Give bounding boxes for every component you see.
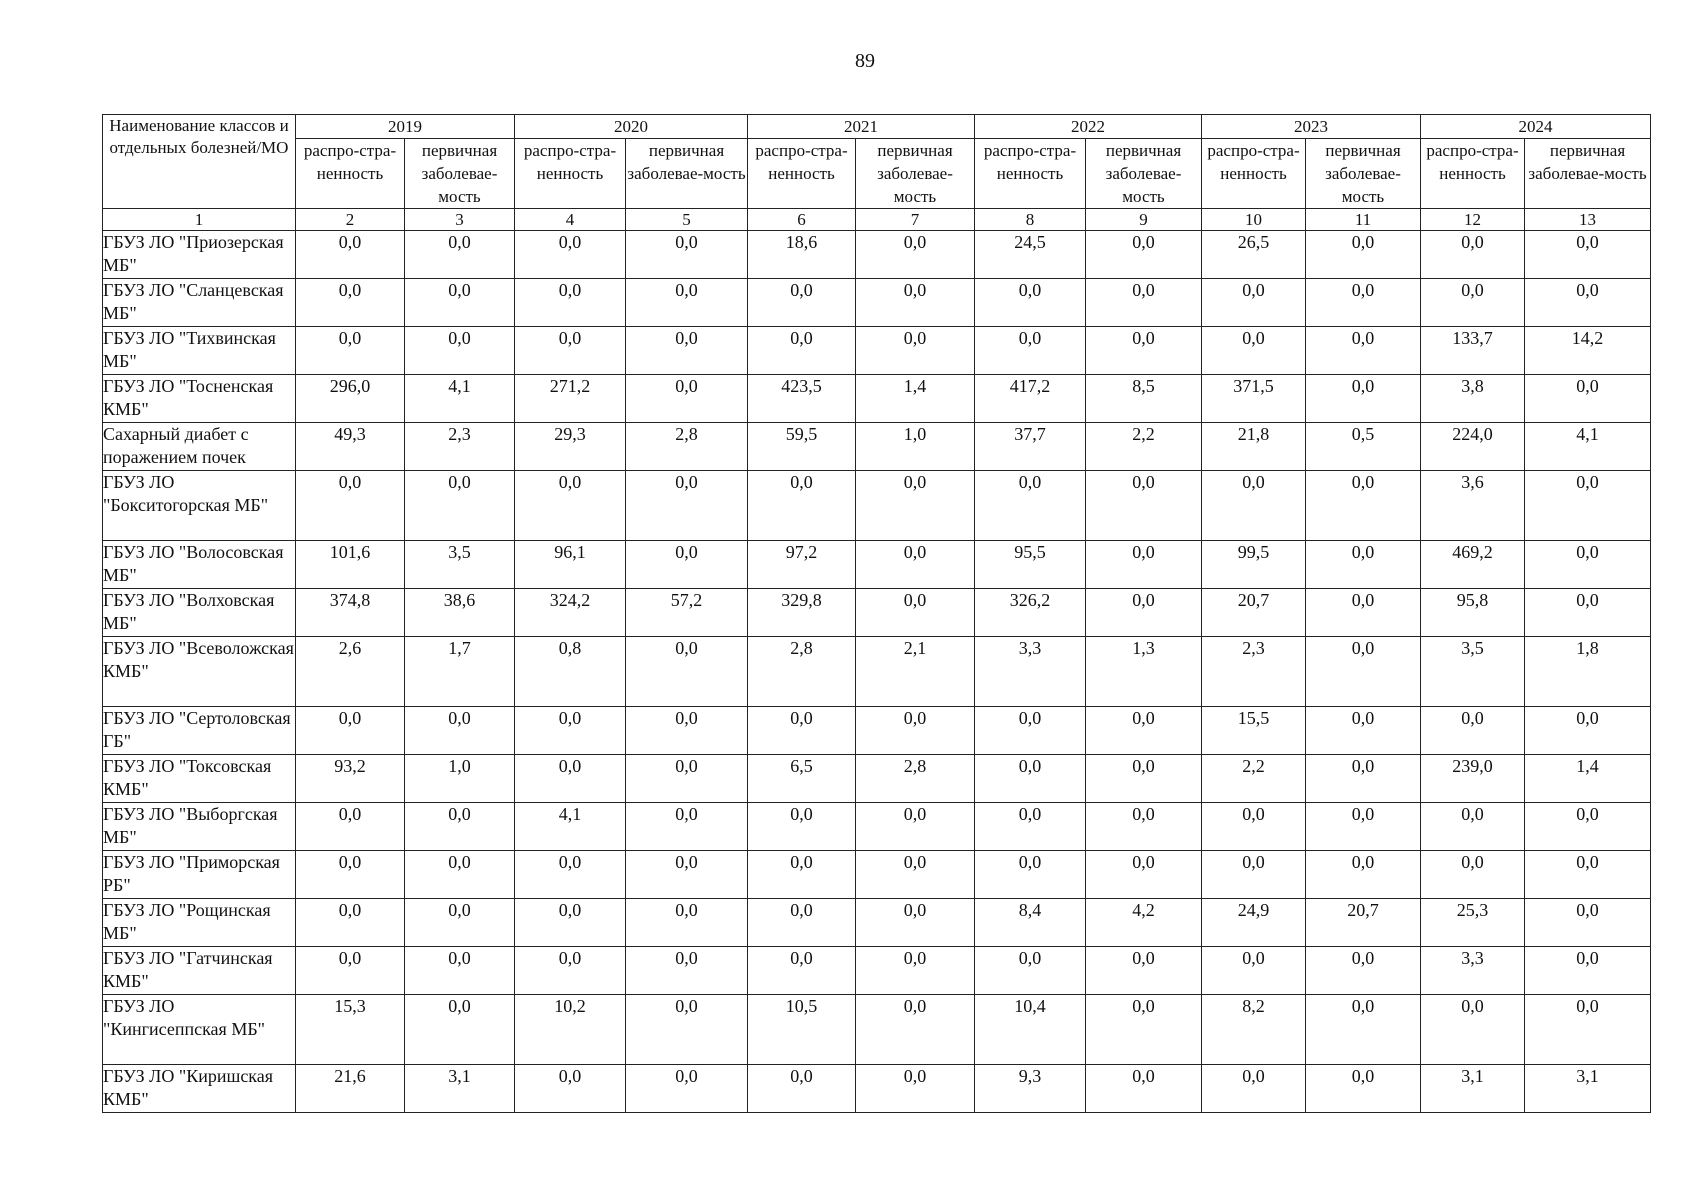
table-row	[103, 231, 1651, 279]
table-row	[103, 375, 1651, 423]
value-cell: 95,5	[975, 541, 1086, 589]
value-cell: 1,0	[405, 755, 515, 803]
morbidity-table	[102, 114, 1651, 1113]
column-number: 3	[405, 209, 515, 231]
value-cell: 0,0	[405, 899, 515, 947]
value-cell: 21,8	[1202, 423, 1306, 471]
value-cell: 0,0	[1306, 947, 1421, 995]
value-cell: 0,0	[1525, 947, 1651, 995]
table-row	[103, 541, 1651, 589]
value-cell: 0,0	[856, 279, 975, 327]
value-cell: 0,0	[626, 899, 748, 947]
value-cell: 0,0	[626, 541, 748, 589]
column-number: 12	[1421, 209, 1525, 231]
value-cell: 3,1	[405, 1065, 515, 1113]
value-cell: 0,0	[1525, 471, 1651, 541]
value-cell: 0,0	[405, 947, 515, 995]
value-cell: 0,0	[975, 947, 1086, 995]
value-cell: 0,0	[856, 589, 975, 637]
value-cell: 0,0	[975, 707, 1086, 755]
prevalence-header: распро-стра-ненность	[296, 139, 405, 209]
value-cell: 0,0	[296, 899, 405, 947]
value-cell: 2,3	[1202, 637, 1306, 707]
column-number: 11	[1306, 209, 1421, 231]
value-cell: 326,2	[975, 589, 1086, 637]
row-name-cell: ГБУЗ ЛО "Гатчинская КМБ"	[103, 947, 296, 995]
value-cell: 0,0	[1421, 995, 1525, 1065]
value-cell: 1,8	[1525, 637, 1651, 707]
value-cell: 0,0	[405, 471, 515, 541]
year-header: 2024	[1421, 115, 1651, 139]
value-cell: 1,3	[1086, 637, 1202, 707]
value-cell: 0,0	[1306, 1065, 1421, 1113]
value-cell: 0,0	[1086, 589, 1202, 637]
value-cell: 0,0	[1202, 947, 1306, 995]
value-cell: 0,0	[1202, 279, 1306, 327]
incidence-header: первичная заболевае-мость	[626, 139, 748, 209]
value-cell: 25,3	[1421, 899, 1525, 947]
value-cell: 24,5	[975, 231, 1086, 279]
value-cell: 0,0	[1086, 947, 1202, 995]
value-cell: 0,0	[1525, 899, 1651, 947]
incidence-header: первичная заболевае-мость	[1525, 139, 1651, 209]
value-cell: 2,6	[296, 637, 405, 707]
table-row	[103, 707, 1651, 755]
value-cell: 8,5	[1086, 375, 1202, 423]
value-cell: 0,0	[1525, 707, 1651, 755]
value-cell: 0,0	[515, 231, 626, 279]
column-number: 7	[856, 209, 975, 231]
value-cell: 0,0	[1306, 755, 1421, 803]
value-cell: 0,0	[1421, 279, 1525, 327]
table-row	[103, 637, 1651, 707]
value-cell: 224,0	[1421, 423, 1525, 471]
value-cell: 0,0	[1306, 637, 1421, 707]
year-header: 2019	[296, 115, 515, 139]
value-cell: 10,5	[748, 995, 856, 1065]
value-cell: 3,5	[1421, 637, 1525, 707]
value-cell: 0,0	[1202, 471, 1306, 541]
value-cell: 0,0	[405, 279, 515, 327]
value-cell: 0,0	[626, 279, 748, 327]
value-cell: 0,0	[626, 1065, 748, 1113]
value-cell: 0,0	[1306, 707, 1421, 755]
value-cell: 97,2	[748, 541, 856, 589]
value-cell: 0,0	[1525, 231, 1651, 279]
value-cell: 0,0	[1202, 1065, 1306, 1113]
value-cell: 133,7	[1421, 327, 1525, 375]
value-cell: 0,0	[748, 327, 856, 375]
value-cell: 0,8	[515, 637, 626, 707]
value-cell: 0,0	[515, 947, 626, 995]
value-cell: 0,0	[405, 803, 515, 851]
year-header: 2022	[975, 115, 1202, 139]
value-cell: 0,0	[1525, 995, 1651, 1065]
value-cell: 20,7	[1306, 899, 1421, 947]
value-cell: 2,3	[405, 423, 515, 471]
value-cell: 0,0	[296, 947, 405, 995]
value-cell: 96,1	[515, 541, 626, 589]
value-cell: 3,5	[405, 541, 515, 589]
value-cell: 3,3	[975, 637, 1086, 707]
value-cell: 2,2	[1202, 755, 1306, 803]
value-cell: 0,5	[1306, 423, 1421, 471]
value-cell: 0,0	[1202, 803, 1306, 851]
incidence-header: первичная заболевае-мость	[405, 139, 515, 209]
value-cell: 0,0	[626, 851, 748, 899]
value-cell: 0,0	[856, 803, 975, 851]
value-cell: 469,2	[1421, 541, 1525, 589]
value-cell: 0,0	[1086, 995, 1202, 1065]
value-cell: 271,2	[515, 375, 626, 423]
incidence-header: первичная заболевае-мость	[1306, 139, 1421, 209]
value-cell: 0,0	[975, 327, 1086, 375]
row-name-cell: ГБУЗ ЛО "Бокситогорская МБ"	[103, 471, 296, 541]
value-cell: 0,0	[1086, 755, 1202, 803]
prevalence-header: распро-стра-ненность	[1202, 139, 1306, 209]
value-cell: 95,8	[1421, 589, 1525, 637]
value-cell: 0,0	[626, 231, 748, 279]
value-cell: 0,0	[1525, 375, 1651, 423]
value-cell: 8,2	[1202, 995, 1306, 1065]
value-cell: 0,0	[1086, 279, 1202, 327]
value-cell: 329,8	[748, 589, 856, 637]
table-row	[103, 899, 1651, 947]
row-name-cell: ГБУЗ ЛО "Тихвинская МБ"	[103, 327, 296, 375]
value-cell: 59,5	[748, 423, 856, 471]
value-cell: 20,7	[1202, 589, 1306, 637]
value-cell: 4,2	[1086, 899, 1202, 947]
column-number: 9	[1086, 209, 1202, 231]
value-cell: 6,5	[748, 755, 856, 803]
value-cell: 0,0	[1086, 471, 1202, 541]
column-number: 2	[296, 209, 405, 231]
value-cell: 0,0	[1306, 995, 1421, 1065]
row-name-cell: ГБУЗ ЛО "Волосовская МБ"	[103, 541, 296, 589]
value-cell: 374,8	[296, 589, 405, 637]
value-cell: 0,0	[296, 471, 405, 541]
value-cell: 37,7	[975, 423, 1086, 471]
value-cell: 0,0	[1421, 851, 1525, 899]
value-cell: 4,1	[515, 803, 626, 851]
value-cell: 0,0	[975, 471, 1086, 541]
value-cell: 93,2	[296, 755, 405, 803]
value-cell: 324,2	[515, 589, 626, 637]
value-cell: 0,0	[856, 995, 975, 1065]
value-cell: 3,3	[1421, 947, 1525, 995]
column-number: 13	[1525, 209, 1651, 231]
value-cell: 21,6	[296, 1065, 405, 1113]
value-cell: 0,0	[626, 327, 748, 375]
value-cell: 0,0	[975, 279, 1086, 327]
value-cell: 0,0	[1525, 279, 1651, 327]
value-cell: 0,0	[1421, 707, 1525, 755]
row-name-cell: ГБУЗ ЛО "Приозерская МБ"	[103, 231, 296, 279]
value-cell: 2,8	[626, 423, 748, 471]
table-row	[103, 423, 1651, 471]
value-cell: 0,0	[975, 803, 1086, 851]
value-cell: 0,0	[856, 899, 975, 947]
value-cell: 0,0	[405, 707, 515, 755]
value-cell: 0,0	[1525, 851, 1651, 899]
value-cell: 0,0	[296, 707, 405, 755]
prevalence-header: распро-стра-ненность	[748, 139, 856, 209]
value-cell: 0,0	[515, 707, 626, 755]
table-row	[103, 755, 1651, 803]
value-cell: 0,0	[856, 707, 975, 755]
value-cell: 0,0	[296, 231, 405, 279]
value-cell: 0,0	[1086, 541, 1202, 589]
value-cell: 57,2	[626, 589, 748, 637]
value-cell: 0,0	[748, 899, 856, 947]
value-cell: 99,5	[1202, 541, 1306, 589]
value-cell: 0,0	[1086, 231, 1202, 279]
value-cell: 0,0	[748, 851, 856, 899]
row-name-cell: ГБУЗ ЛО "Приморская РБ"	[103, 851, 296, 899]
value-cell: 101,6	[296, 541, 405, 589]
row-name-cell: ГБУЗ ЛО "Сланцевская МБ"	[103, 279, 296, 327]
column-number: 10	[1202, 209, 1306, 231]
value-cell: 1,4	[856, 375, 975, 423]
value-cell: 371,5	[1202, 375, 1306, 423]
row-name-cell: ГБУЗ ЛО "Сертоловская ГБ"	[103, 707, 296, 755]
value-cell: 26,5	[1202, 231, 1306, 279]
value-cell: 0,0	[1086, 707, 1202, 755]
value-cell: 0,0	[748, 707, 856, 755]
value-cell: 0,0	[1525, 589, 1651, 637]
value-cell: 0,0	[1086, 327, 1202, 375]
value-cell: 0,0	[856, 327, 975, 375]
table-row	[103, 995, 1651, 1065]
prevalence-header: распро-стра-ненность	[975, 139, 1086, 209]
value-cell: 3,8	[1421, 375, 1525, 423]
incidence-header: первичная заболевае-мость	[1086, 139, 1202, 209]
value-cell: 0,0	[296, 803, 405, 851]
subheader-row	[103, 139, 1651, 209]
value-cell: 0,0	[626, 471, 748, 541]
value-cell: 10,4	[975, 995, 1086, 1065]
value-cell: 239,0	[1421, 755, 1525, 803]
value-cell: 2,1	[856, 637, 975, 707]
value-cell: 29,3	[515, 423, 626, 471]
value-cell: 9,3	[975, 1065, 1086, 1113]
year-header-row	[103, 115, 1651, 139]
table-row	[103, 851, 1651, 899]
value-cell: 1,4	[1525, 755, 1651, 803]
row-name-cell: ГБУЗ ЛО "Кингисеппская МБ"	[103, 995, 296, 1065]
row-name-cell: ГБУЗ ЛО "Киришская КМБ"	[103, 1065, 296, 1113]
value-cell: 0,0	[975, 755, 1086, 803]
value-cell: 3,6	[1421, 471, 1525, 541]
row-name-cell: ГБУЗ ЛО "Рощинская МБ"	[103, 899, 296, 947]
value-cell: 0,0	[975, 851, 1086, 899]
value-cell: 0,0	[1306, 375, 1421, 423]
value-cell: 0,0	[748, 803, 856, 851]
value-cell: 0,0	[405, 231, 515, 279]
table-row	[103, 589, 1651, 637]
value-cell: 14,2	[1525, 327, 1651, 375]
value-cell: 0,0	[748, 1065, 856, 1113]
value-cell: 0,0	[626, 755, 748, 803]
value-cell: 0,0	[856, 231, 975, 279]
value-cell: 49,3	[296, 423, 405, 471]
column-number: 6	[748, 209, 856, 231]
value-cell: 0,0	[296, 327, 405, 375]
value-cell: 0,0	[748, 947, 856, 995]
value-cell: 4,1	[405, 375, 515, 423]
value-cell: 0,0	[626, 375, 748, 423]
row-name-cell: Сахарный диабет с поражением почек	[103, 423, 296, 471]
value-cell: 0,0	[296, 851, 405, 899]
value-cell: 1,0	[856, 423, 975, 471]
row-name-cell: ГБУЗ ЛО "Тосненская КМБ"	[103, 375, 296, 423]
value-cell: 15,5	[1202, 707, 1306, 755]
prevalence-header: распро-стра-ненность	[515, 139, 626, 209]
value-cell: 296,0	[296, 375, 405, 423]
value-cell: 0,0	[1306, 803, 1421, 851]
value-cell: 0,0	[856, 1065, 975, 1113]
value-cell: 2,2	[1086, 423, 1202, 471]
year-header: 2023	[1202, 115, 1421, 139]
value-cell: 0,0	[1525, 803, 1651, 851]
column-number-row	[103, 209, 1651, 231]
value-cell: 0,0	[856, 851, 975, 899]
value-cell: 0,0	[856, 947, 975, 995]
value-cell: 423,5	[748, 375, 856, 423]
value-cell: 0,0	[1306, 589, 1421, 637]
value-cell: 3,1	[1525, 1065, 1651, 1113]
value-cell: 0,0	[1202, 327, 1306, 375]
value-cell: 3,1	[1421, 1065, 1525, 1113]
column-number: 1	[103, 209, 296, 231]
value-cell: 0,0	[296, 279, 405, 327]
value-cell: 0,0	[1306, 851, 1421, 899]
value-cell: 0,0	[626, 707, 748, 755]
page-number: 89	[855, 50, 875, 72]
value-cell: 0,0	[405, 851, 515, 899]
value-cell: 1,7	[405, 637, 515, 707]
value-cell: 0,0	[856, 541, 975, 589]
value-cell: 15,3	[296, 995, 405, 1065]
year-header: 2021	[748, 115, 975, 139]
value-cell: 0,0	[626, 637, 748, 707]
value-cell: 0,0	[1306, 327, 1421, 375]
row-name-cell: ГБУЗ ЛО "Волховская МБ"	[103, 589, 296, 637]
value-cell: 0,0	[1202, 851, 1306, 899]
table-row	[103, 471, 1651, 541]
value-cell: 0,0	[626, 995, 748, 1065]
table-row	[103, 803, 1651, 851]
row-name-cell: ГБУЗ ЛО "Выборгская МБ"	[103, 803, 296, 851]
value-cell: 0,0	[626, 803, 748, 851]
value-cell: 38,6	[405, 589, 515, 637]
value-cell: 8,4	[975, 899, 1086, 947]
value-cell: 0,0	[515, 471, 626, 541]
value-cell: 18,6	[748, 231, 856, 279]
value-cell: 0,0	[515, 327, 626, 375]
value-cell: 0,0	[1306, 471, 1421, 541]
value-cell: 0,0	[856, 471, 975, 541]
incidence-header: первичная заболевае-мость	[856, 139, 975, 209]
value-cell: 0,0	[626, 947, 748, 995]
value-cell: 0,0	[515, 899, 626, 947]
column-number: 5	[626, 209, 748, 231]
value-cell: 24,9	[1202, 899, 1306, 947]
value-cell: 0,0	[515, 755, 626, 803]
value-cell: 4,1	[1525, 423, 1651, 471]
table-row	[103, 1065, 1651, 1113]
value-cell: 0,0	[1306, 541, 1421, 589]
value-cell: 10,2	[515, 995, 626, 1065]
value-cell: 0,0	[1086, 851, 1202, 899]
value-cell: 2,8	[856, 755, 975, 803]
value-cell: 0,0	[1421, 803, 1525, 851]
row-name-cell: ГБУЗ ЛО "Всеволожская КМБ"	[103, 637, 296, 707]
value-cell: 0,0	[405, 995, 515, 1065]
value-cell: 0,0	[1306, 231, 1421, 279]
table-row	[103, 947, 1651, 995]
table-row	[103, 327, 1651, 375]
value-cell: 0,0	[748, 471, 856, 541]
value-cell: 0,0	[748, 279, 856, 327]
value-cell: 0,0	[405, 327, 515, 375]
value-cell: 0,0	[1306, 279, 1421, 327]
value-cell: 0,0	[515, 851, 626, 899]
row-name-cell: ГБУЗ ЛО "Токсовская КМБ"	[103, 755, 296, 803]
value-cell: 2,8	[748, 637, 856, 707]
year-header: 2020	[515, 115, 748, 139]
name-column-header: Наименование классов и отдельных болезней/МО	[103, 115, 296, 209]
value-cell: 0,0	[515, 1065, 626, 1113]
value-cell: 417,2	[975, 375, 1086, 423]
column-number: 4	[515, 209, 626, 231]
value-cell: 0,0	[1086, 803, 1202, 851]
table-row	[103, 279, 1651, 327]
value-cell: 0,0	[1421, 231, 1525, 279]
value-cell: 0,0	[1525, 541, 1651, 589]
value-cell: 0,0	[515, 279, 626, 327]
column-number: 8	[975, 209, 1086, 231]
value-cell: 0,0	[1086, 1065, 1202, 1113]
prevalence-header: распро-стра-ненность	[1421, 139, 1525, 209]
